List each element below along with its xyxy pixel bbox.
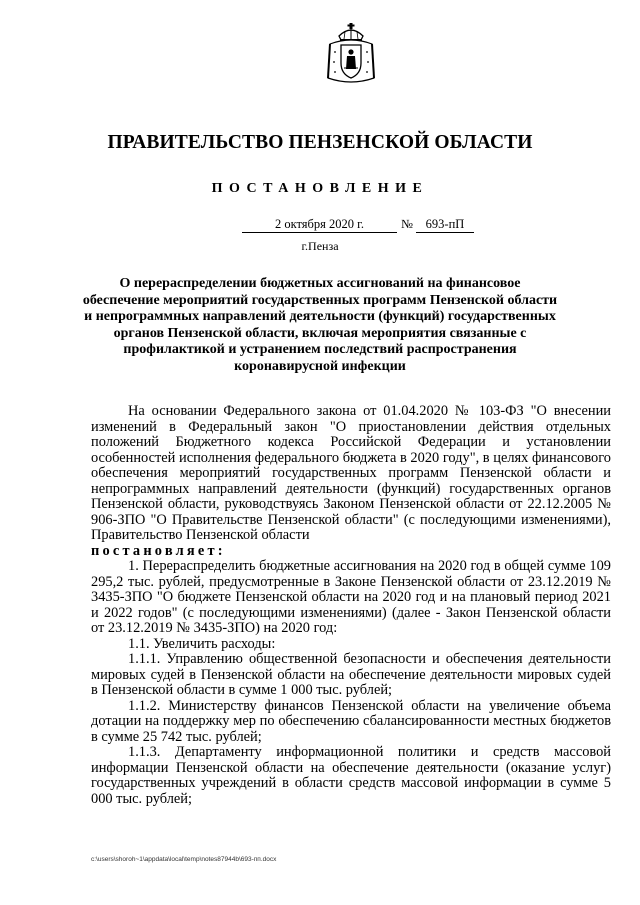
government-title: ПРАВИТЕЛЬСТВО ПЕНЗЕНСКОЙ ОБЛАСТИ (107, 132, 533, 153)
decree-number: 693-пП (416, 217, 474, 233)
resolves-word: постановляет: (91, 542, 226, 559)
document-type: ПОСТАНОВЛЕНИЕ (211, 181, 429, 196)
file-path-footer: c:\users\shoroh~1\appdata\local\temp\notes87944b\693-пп.docx (91, 856, 277, 863)
decree-date: 2 октября 2020 г. (242, 217, 397, 233)
preamble-paragraph: На основании Федерального закона от 01.04.2020 № 103-ФЗ "О внесении изменений в Федеральный закон "О приостановлении действия отдельных положений Бюджетного кодекса Российской Федерации и установлении особенностей исполнения федерального бюджета в 2020 году", в целях финансового обеспечения мероприятий государственных программ Пензенской области и непрограммных направлений деятельности (функций) государственных органов Пензенской области, руководствуясь Законом Пензенской области от 22.12.2005 № 906-ЗПО "О Правительстве Пензенской области" (с последующими изменениями), Правительство Пензенской области (91, 403, 611, 543)
decree-body (91, 404, 611, 807)
paragraph-1-1: 1.1. Увеличить расходы: (128, 635, 276, 652)
penza-region-coat-of-arms-icon (326, 22, 376, 86)
paragraph-1-1-1: 1.1.1. Управлению общественной безопасности и обеспечения деятельности мировых судей в Пензенской области на обеспечение деятельности мировых судей в Пензенской области в сумме 1 000 тыс. рублей; (91, 651, 611, 698)
paragraph-1: 1. Перераспределить бюджетные ассигнования на 2020 год в общей сумме 109 295,2 тыс. рублей, предусмотренные в Законе Пензенской области от 23.12.2019 № 3435-ЗПО "О бюджете Пензенской области на 2020 год и на плановый период 2021 и 2022 годов" (с последующими изменениями) (далее - Закон Пензенской области от 23.12.2019 № 3435-ЗПО) на 2020 год: (91, 558, 611, 636)
decree-subject: О перераспределении бюджетных ассигнований на финансовое обеспечение мероприятий государственных программ Пензенской области и непрограммных направлений деятельности (функций) государственных органов Пензенской области, включая мероприятия связанные с профилактикой и устранением последствий распространения коронавирусной инфекции (82, 276, 558, 374)
paragraph-1-1-3: 1.1.3. Департаменту информационной политики и средств массовой информации Пензенской области на обеспечение деятельности (оказание услуг) государственных учреждений в области средств массовой информации в сумме 5 000 тыс. рублей; (91, 744, 611, 807)
number-sign: № (401, 217, 413, 231)
paragraph-1-1-2: 1.1.2. Министерству финансов Пензенской области на увеличение объема дотации на поддержку мер по обеспечению сбалансированности местных бюджетов в сумме 25 742 тыс. рублей; (91, 697, 611, 745)
city-label: г.Пенза (301, 239, 339, 253)
